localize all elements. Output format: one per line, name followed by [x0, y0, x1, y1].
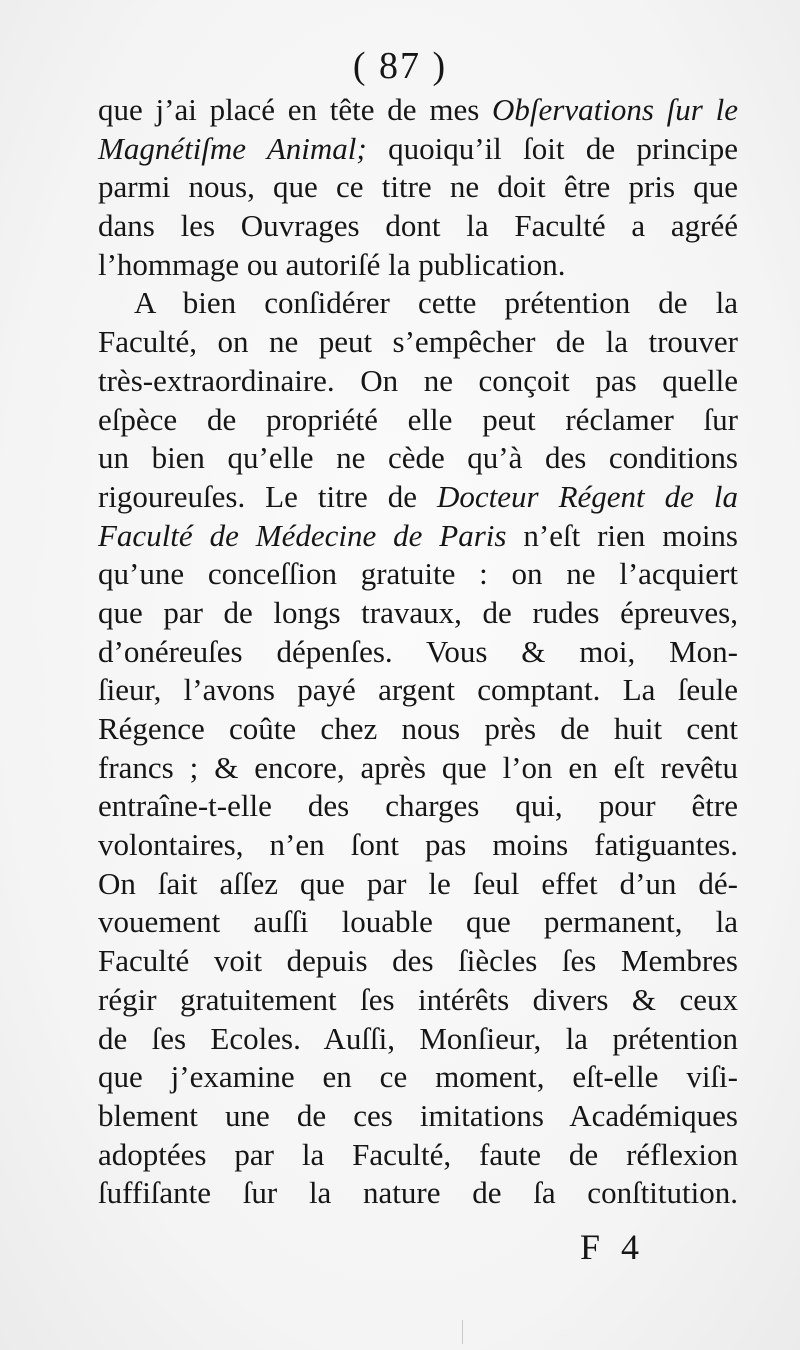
italic-text: Faculté de Médecine de Paris	[98, 517, 507, 553]
text-segment: que j’ai placé en tête de mes	[98, 92, 493, 127]
text-line	[98, 710, 738, 749]
text-line	[98, 130, 738, 169]
text-line	[98, 439, 738, 478]
text-segment: rigoureuſes. Le titre de	[98, 478, 438, 514]
text-line	[98, 478, 738, 517]
text-segment: adoptées par la Faculté, faute de réflexion	[98, 1136, 738, 1172]
text-segment: n’eſt rien moins	[506, 517, 738, 553]
text-line	[98, 1020, 738, 1059]
text-segment: quoiqu’il ſoit de principe	[366, 130, 739, 166]
italic-text: Docteur Régent de la	[437, 478, 738, 514]
text-line	[98, 555, 738, 594]
text-line	[98, 671, 738, 710]
text-segment: eſpèce de propriété elle peut réclamer ſur	[98, 401, 738, 437]
text-segment: dans les Ouvrages dont la Faculté a agréé	[98, 208, 738, 244]
text-line	[98, 1058, 738, 1097]
text-line	[98, 981, 738, 1020]
text-line	[98, 942, 738, 981]
text-segment: de ſes Ecoles. Auſſi, Monſieur, la prétention	[98, 1020, 738, 1056]
page-number: ( 87 )	[352, 45, 448, 87]
text-line	[98, 749, 738, 788]
text-segment: un bien qu’elle ne cède qu’à des conditions	[98, 440, 738, 476]
text-line	[98, 903, 738, 942]
text-line	[98, 594, 738, 633]
text-segment: Faculté voit depuis des ſiècles ſes Membres	[98, 943, 738, 979]
text-segment: l’hommage ou autoriſé la publication.	[98, 246, 566, 282]
text-line	[98, 1136, 738, 1175]
text-segment: parmi nous, que ce titre ne doit être pris que	[98, 169, 738, 205]
text-segment: que par de longs travaux, de rudes épreuves,	[98, 594, 738, 630]
italic-text: Obſervations ſur le	[492, 92, 738, 127]
text-line	[98, 91, 738, 130]
text-line	[98, 401, 738, 440]
text-segment: régir gratuitement ſes intérêts divers & ceux	[98, 981, 738, 1017]
text-segment: volontaires, n’en ſont pas moins fatiguantes.	[98, 827, 738, 863]
italic-text: Magnétiſme Animal;	[98, 130, 367, 166]
text-segment: d’onéreuſes dépenſes. Vous & moi, Mon-	[98, 633, 738, 669]
text-line	[98, 207, 738, 246]
text-line	[98, 826, 738, 865]
text-segment: vouement auſſi louable que permanent, la	[98, 904, 738, 940]
text-line	[98, 362, 738, 401]
text-segment: Faculté, on ne peut s’empêcher de la trouver	[98, 324, 738, 360]
text-line	[98, 1097, 738, 1136]
text-line	[98, 284, 738, 323]
text-segment: On ſait aſſez que par le ſeul effet d’un dé-	[98, 865, 738, 901]
text-line	[98, 517, 738, 556]
text-line	[98, 168, 738, 207]
signature-mark: F 4	[580, 1227, 646, 1267]
text-segment: ſieur, l’avons payé argent comptant. La ſeule	[98, 672, 738, 708]
text-line	[98, 1174, 738, 1213]
text-segment: que j’examine en ce moment, eſt-elle viſi-	[98, 1059, 738, 1095]
text-line	[98, 787, 738, 826]
text-segment: qu’une conceſſion gratuite : on ne l’acquiert	[98, 556, 738, 592]
text-segment: francs ; & encore, après que l’on en eſt revêtu	[98, 749, 738, 785]
text-line	[98, 323, 738, 362]
text-line	[98, 865, 738, 904]
paper-mark	[462, 1320, 463, 1344]
text-segment: Régence coûte chez nous près de huit cent	[98, 711, 738, 746]
text-segment: A bien conſidérer cette prétention de la	[134, 285, 738, 321]
text-segment: blement une de ces imitations Académiques	[98, 1097, 738, 1133]
text-line	[98, 633, 738, 672]
text-segment: très-extraordinaire. On ne conçoit pas quelle	[98, 362, 738, 398]
text-line	[98, 246, 738, 285]
text-segment: entraîne-t-elle des charges qui, pour être	[98, 788, 738, 824]
body-text	[98, 91, 738, 1213]
text-segment: ſuffiſante ſur la nature de ſa conſtitution.	[98, 1175, 738, 1211]
